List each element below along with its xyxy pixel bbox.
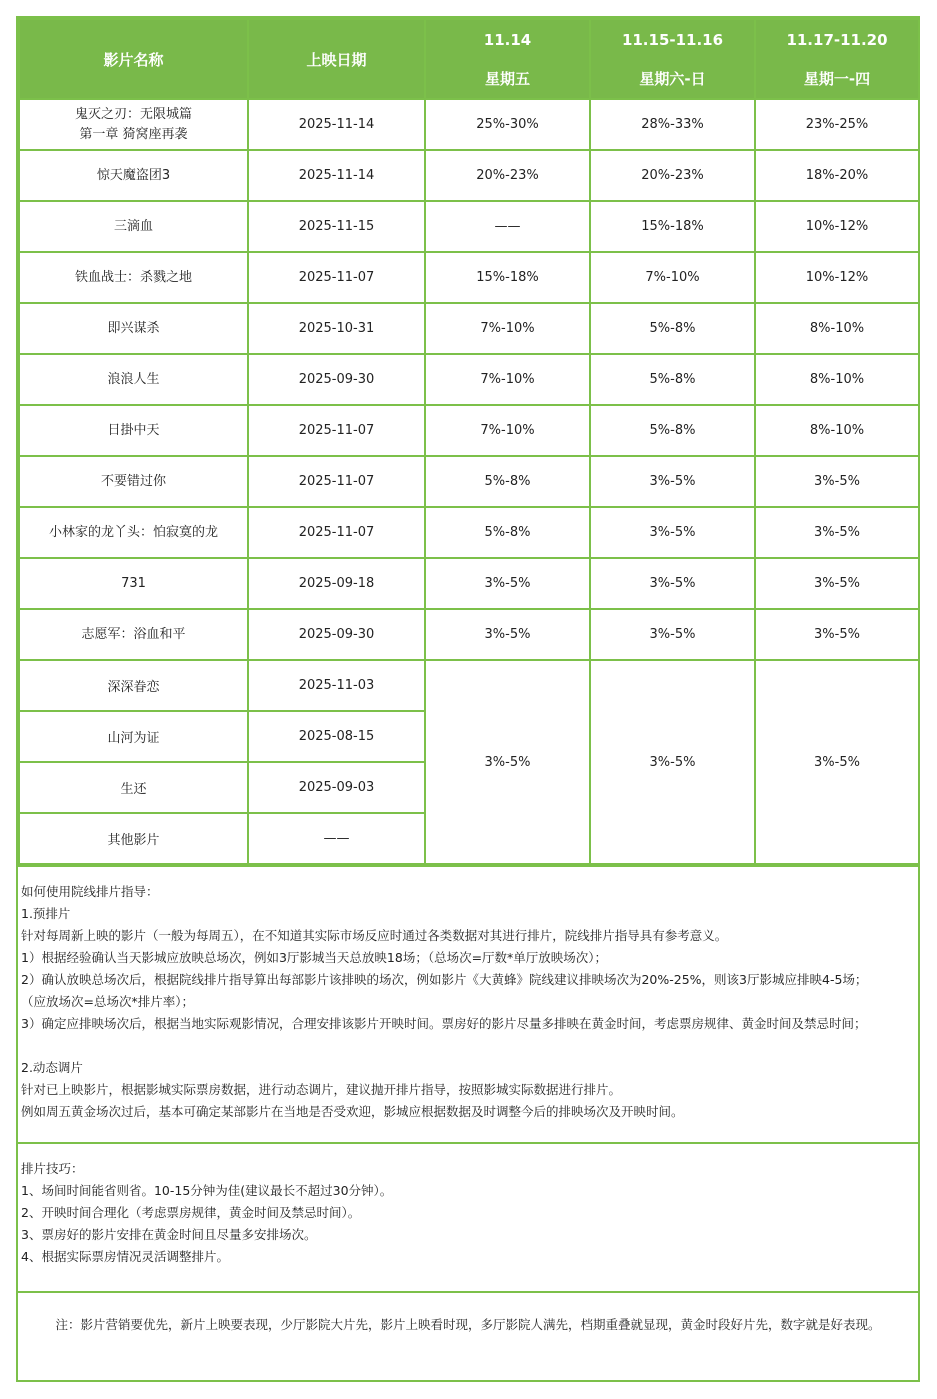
film-name-cell [19,201,248,252]
film-row [19,354,919,405]
weekend-rate-cell: 28%-33% [590,99,755,150]
fri-rate-cell: 20%-23% [425,150,590,201]
release-date-cell: 2025-09-30 [248,609,425,660]
film-name: 浪浪人生 [107,371,160,387]
fri-rate-cell: 25%-30% [425,99,590,150]
film-name-cell [19,252,248,303]
fri-rate-cell: 7%-10% [425,354,590,405]
guide-line: 2.动态调片 [21,1060,83,1075]
film-row [19,252,919,303]
col3-day-header: 星期一-四 [755,59,919,99]
weekend-rate-cell: 3%-5% [590,609,755,660]
fri-rate-cell: 15%-18% [425,252,590,303]
release-date-cell: 2025-09-30 [248,354,425,405]
release-date-cell: 2025-08-15 [248,711,425,762]
film-name-cell [19,558,248,609]
film-row [19,660,919,711]
film-row [19,303,919,354]
film-name: 志愿军：浴血和平 [81,626,186,642]
guide-line: 2）确认放映总场次后，根据院线排片指导算出每部影片该排映的场次，例如影片《大黄蜂》院线建议排映场次为20%-25%，则该3厅影城应排映4-5场； [21,972,868,987]
weekend-rate-cell: 20%-23% [590,150,755,201]
weekend-rate-cell: 5%-8% [590,354,755,405]
film-name: 日掛中天 [107,422,160,438]
guide-line: 1.预排片 [21,906,71,921]
film-name-cell [19,150,248,201]
film-name: 铁血战士：杀戮之地 [74,269,192,285]
film-name-cell [19,354,248,405]
film-name-line2: 第一章 猗窝座再袭 [79,126,188,142]
col1-date-header: 11.14 [425,19,590,59]
film-name-cell [19,456,248,507]
film-name: 三滴血 [113,218,153,234]
scheduling-tips-section [18,1142,918,1291]
guide-line: （应放场次=总场次*排片率）； [21,994,194,1009]
tips-line: 4、根据实际票房情况灵活调整排片。 [21,1249,229,1264]
film-name: 惊天魔盗团3 [96,167,171,183]
weekday-rate-cell: 10%-12% [755,201,919,252]
film-name-cell: 生还 [19,762,248,813]
weekend-rate-cell: 3%-5% [590,507,755,558]
release-date-cell: 2025-09-18 [248,558,425,609]
fri-rate-cell: 3%-5% [425,558,590,609]
film-name-cell: 山河为证 [19,711,248,762]
film-name: 小林家的龙丫头：怕寂寞的龙 [48,524,218,540]
release-date-header: 上映日期 [248,19,425,99]
col2-date-header: 11.15-11.16 [590,19,755,59]
schedule-guide-panel [16,16,920,1382]
col3-date-header: 11.17-11.20 [755,19,919,59]
weekday-rate-cell: 3%-5% [755,609,919,660]
release-date-cell: 2025-11-14 [248,150,425,201]
fri-rate-cell: —— [425,201,590,252]
usage-guide-section [18,865,918,1142]
weekend-rate-cell: 5%-8% [590,303,755,354]
film-name-cell [19,507,248,558]
release-date-cell: 2025-11-07 [248,405,425,456]
guide-line: 如何使用院线排片指导： [21,884,159,899]
fri-rate-cell: 5%-8% [425,507,590,558]
film-name-cell: 其他影片 [19,813,248,864]
guide-line: 3）确定应排映场次后，根据当地实际观影情况，合理安排该影片开映时间。票房好的影片尽量多排映在黄金时间，考虑票房规律、黄金时间及禁忌时间； [21,1016,867,1031]
release-date-cell: 2025-11-03 [248,660,425,711]
film-row [19,99,919,150]
fri-rate-cell: 3%-5% [425,609,590,660]
release-date-cell: 2025-11-07 [248,507,425,558]
film-name: 不要错过你 [100,473,166,489]
release-date-cell: 2025-11-07 [248,252,425,303]
release-date-cell: 2025-09-03 [248,762,425,813]
film-name-header: 影片名称 [19,19,248,99]
film-row [19,405,919,456]
film-name-cell [19,405,248,456]
weekend-rate-cell: 5%-8% [590,405,755,456]
schedule-table [18,18,920,865]
release-date-cell: —— [248,813,425,864]
col1-day-header: 星期五 [425,59,590,99]
tips-line: 2、开映时间合理化（考虑票房规律，黄金时间及禁忌时间）。 [21,1205,361,1220]
fri-rate-cell: 7%-10% [425,405,590,456]
film-name-cell [19,99,248,150]
tips-line: 3、票房好的影片安排在黄金时间且尽量多安排场次。 [21,1227,317,1242]
film-table-body [19,99,919,864]
guide-line: 针对每周新上映的影片（一般为每周五），在不知道其实际市场反应时通过各类数据对其进行排片，院线排片指导具有参考意义。 [21,928,728,943]
film-row [19,150,919,201]
tips-line: 1、场间时间能省则省。10-15分钟为佳(建议最长不超过30分钟）。 [21,1183,393,1198]
film-row [19,456,919,507]
release-date-cell: 2025-11-14 [248,99,425,150]
film-name: 即兴谋杀 [107,320,160,336]
col2-day-header: 星期六-日 [590,59,755,99]
weekend-rate-cell: 15%-18% [590,201,755,252]
weekend-rate-cell: 3%-5% [590,558,755,609]
guide-line: 针对已上映影片，根据影城实际票房数据，进行动态调片，建议抛开排片指导，按照影城实际数据进行排片。 [21,1082,622,1097]
group-weekday-rate-cell: 3%-5% [755,660,919,864]
weekday-rate-cell: 8%-10% [755,303,919,354]
film-row [19,507,919,558]
weekday-rate-cell: 3%-5% [755,507,919,558]
weekday-rate-cell: 23%-25% [755,99,919,150]
release-date-cell: 2025-10-31 [248,303,425,354]
weekday-rate-cell: 3%-5% [755,456,919,507]
guide-line: 1）根据经验确认当天影城应放映总场次，例如3厅影城当天总放映18场；（总场次=厅数*单厅放映场次）； [21,950,608,965]
weekend-rate-cell: 3%-5% [590,456,755,507]
film-name-cell: 深深眷恋 [19,660,248,711]
weekday-rate-cell: 18%-20% [755,150,919,201]
fri-rate-cell: 5%-8% [425,456,590,507]
film-name-cell [19,303,248,354]
guide-line [21,1035,915,1057]
film-name: 731 [121,575,146,591]
guide-line: 例如周五黄金场次过后，基本可确定某部影片在当地是否受欢迎，影城应根据数据及时调整今后的排映场次及开映时间。 [21,1104,684,1119]
film-row [19,201,919,252]
group-fri-rate-cell: 3%-5% [425,660,590,864]
film-name-cell [19,609,248,660]
weekday-rate-cell: 8%-10% [755,354,919,405]
film-row [19,558,919,609]
weekday-rate-cell: 10%-12% [755,252,919,303]
film-name: 鬼灭之刃：无限城篇 [74,106,192,122]
header-row [19,19,919,59]
group-weekend-rate-cell: 3%-5% [590,660,755,864]
weekday-rate-cell: 3%-5% [755,558,919,609]
release-date-cell: 2025-11-15 [248,201,425,252]
weekend-rate-cell: 7%-10% [590,252,755,303]
weekday-rate-cell: 8%-10% [755,405,919,456]
film-row [19,609,919,660]
release-date-cell: 2025-11-07 [248,456,425,507]
footer-note: 注：影片营销要优先，新片上映要表现，少厅影院大片先，影片上映看时现，多厅影院人满先，档期重叠就显现，黄金时段好片先，数字就是好表现。 [18,1291,918,1355]
tips-line: 排片技巧： [21,1161,84,1176]
fri-rate-cell: 7%-10% [425,303,590,354]
